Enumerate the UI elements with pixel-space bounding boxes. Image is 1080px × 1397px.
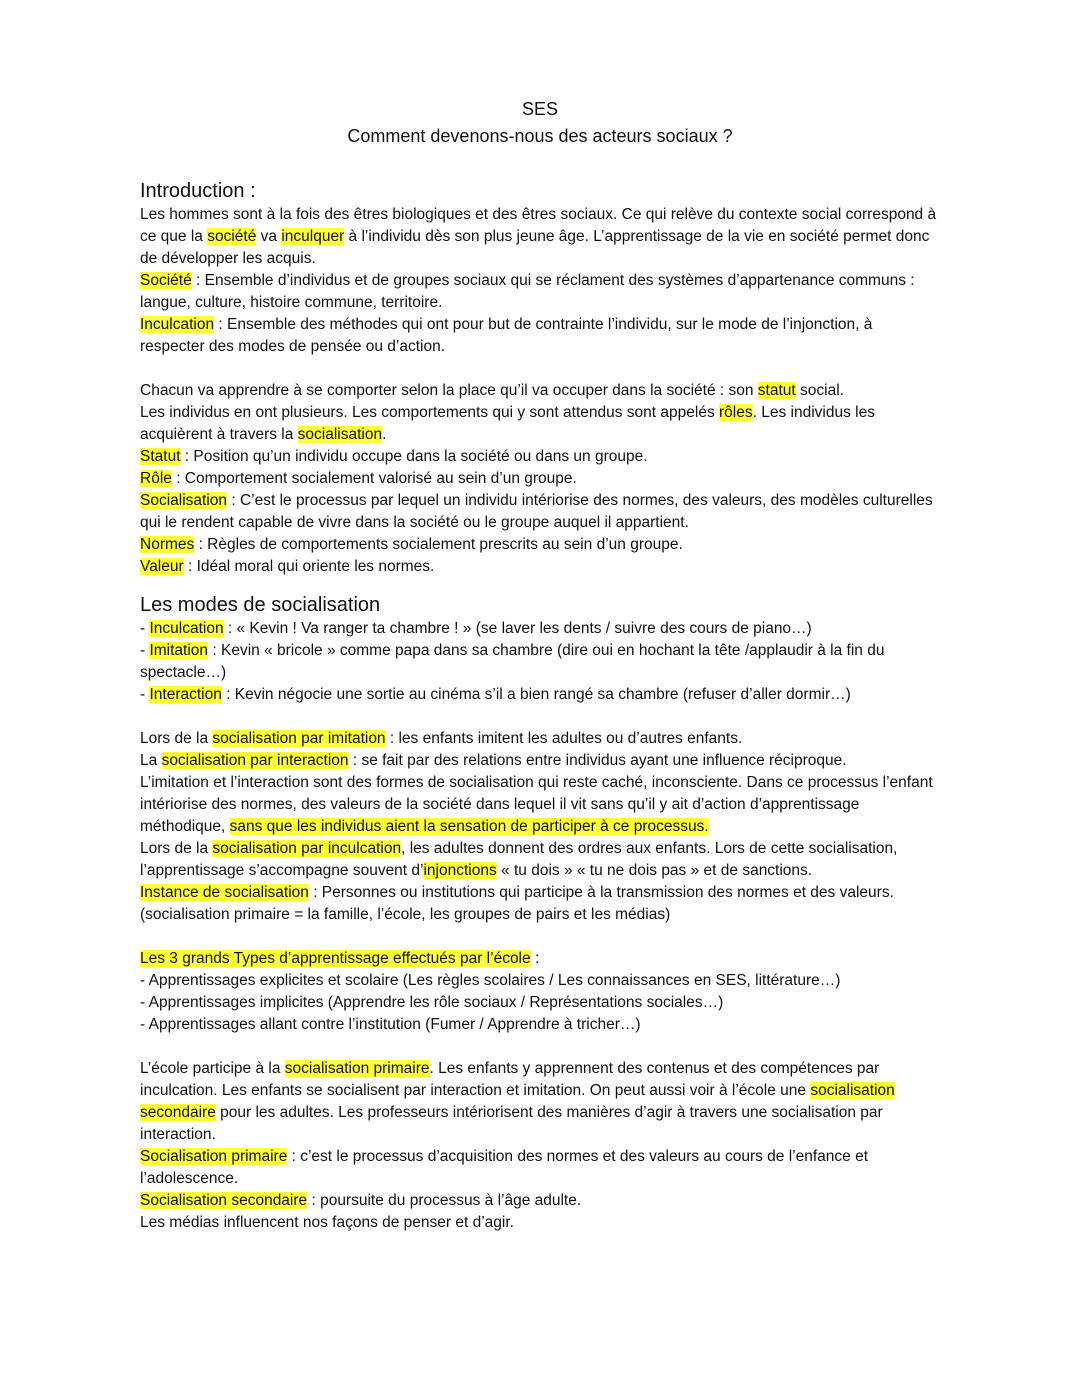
statut-paragraph: [140, 380, 940, 402]
text-run: pour les adultes. Les professeurs intériorisent des manières d’agir à travers une socialisation par interaction.: [140, 1104, 883, 1143]
mode-inculcation: [140, 618, 940, 640]
text-run: : Règles de comportements socialement prescrits au sein d’un groupe.: [194, 536, 683, 553]
definition-role: [140, 468, 940, 490]
definition-primary: [140, 1146, 940, 1190]
highlighted-term: socialisation par interaction: [161, 752, 349, 769]
text-run: . Les enfants y apprennent des contenus et des compétences par inculcation. Les enfants se socialisent par interaction et imitation. On peut aussi voir à l’école une: [140, 1060, 880, 1099]
definition-secondary: [140, 1190, 940, 1212]
school-socialisation-paragraph: [140, 1058, 940, 1146]
mode-imitation: [140, 640, 940, 684]
highlighted-term: société: [207, 228, 257, 245]
text-run: : Idéal moral qui oriente les normes.: [183, 558, 435, 575]
highlighted-term: socialisation par inculcation: [212, 840, 402, 857]
text-run: : Ensemble d’individus et de groupes sociaux qui se réclament des systèmes d’appartenance communs : langue, culture, histoire commune, territoire.: [140, 272, 915, 311]
highlighted-term: Inculcation: [140, 316, 215, 333]
subject-title: SES: [521, 99, 559, 119]
definition-inculcation: [140, 314, 940, 358]
text-run: La: [140, 752, 162, 769]
text-run: : les enfants imitent les adultes ou d’autres enfants.: [385, 730, 743, 747]
highlighted-term: statut: [757, 382, 796, 399]
text-run: Chacun va apprendre à se comporter selon la place qu’il va occuper dans la société : son: [140, 382, 758, 399]
text-run: -: [140, 686, 150, 703]
text-run: va: [256, 228, 282, 245]
imitation-paragraph: [140, 728, 940, 750]
highlighted-term: Rôle: [140, 470, 172, 487]
highlighted-term: Inculcation: [149, 620, 224, 637]
highlighted-term: Interaction: [149, 686, 222, 703]
definition-valeur: [140, 556, 940, 578]
highlighted-term: rôles: [719, 404, 753, 421]
text-run: : Ensemble des méthodes qui ont pour but de contrainte l’individu, sur le mode de l’injonction, à respecter des modes de pensée ou d’action.: [140, 316, 873, 355]
interaction-paragraph: [140, 750, 940, 772]
text-run: « tu dois » « tu ne dois pas » et de sanctions.: [496, 862, 813, 879]
definition-societe: [140, 270, 940, 314]
school-type-implicit: [140, 992, 940, 1014]
text-run: Les médias influencent nos façons de penser et d’agir.: [140, 1214, 514, 1231]
roles-paragraph: [140, 402, 940, 446]
text-run: Les hommes sont à la fois des êtres biologiques et des êtres sociaux. Ce qui relève du contexte social correspond à ce que la: [140, 206, 937, 245]
instance-paragraph: [140, 882, 940, 926]
section-heading-modes: Les modes de socialisation: [140, 594, 381, 616]
text-run: : Comportement socialement valorisé au sein d’un groupe.: [171, 470, 577, 487]
intro-paragraph: [140, 204, 940, 270]
text-run: à l’individu dès son plus jeune âge. L’apprentissage de la vie en société permet donc de développer les acquis.: [140, 228, 930, 267]
highlighted-term: Les 3 grands Types d’apprentissage effectués par l’école: [140, 950, 531, 967]
section-heading-introduction: Introduction :: [140, 180, 256, 202]
text-run: social.: [795, 382, 844, 399]
highlighted-term: Imitation: [149, 642, 209, 659]
text-run: : poursuite du processus à l’âge adulte.: [307, 1192, 582, 1209]
definition-normes: [140, 534, 940, 556]
text-run: : C’est le processus par lequel un individu intériorise des normes, des valeurs, des modèles culturelles qui le rendent capable de vivre dans la société ou le groupe auquel il appartient.: [140, 492, 933, 531]
text-run: : Kevin « bricole » comme papa dans sa chambre (dire oui en hochant la tête /applaudir à la fin du spectacle…): [140, 642, 885, 681]
text-run: , les adultes donnent des ordres aux enfants. Lors de cette socialisation, l’apprentissage s’accompagne souvent d’: [140, 840, 898, 879]
text-run: - Apprentissages implicites (Apprendre les rôle sociaux / Représentations sociales…): [140, 994, 724, 1011]
highlighted-term: socialisation par imitation: [212, 730, 386, 747]
highlighted-term: Socialisation: [140, 492, 228, 509]
text-run: . Les individus les acquièrent à travers la: [140, 404, 875, 443]
hidden-socialisation-paragraph: [140, 772, 940, 838]
document-title: Comment devenons-nous des acteurs sociaux ?: [347, 126, 733, 146]
highlighted-term: sans que les individus aient la sensation de participer à ce processus.: [229, 818, 709, 835]
highlighted-term: injonctions: [423, 862, 497, 879]
highlighted-term: socialisation primaire: [284, 1060, 430, 1077]
text-run: -: [140, 642, 150, 659]
text-run: L’imitation et l’interaction sont des formes de socialisation qui reste caché, inconsciente. Dans ce processus l’enfant intériorise des normes, des valeurs de la société dans lequel il vit sans qu’il y ait d’action d’apprentissage méthodique,: [140, 774, 933, 835]
text-run: :: [530, 950, 540, 967]
text-run: - Apprentissages allant contre l’institution (Fumer / Apprendre à tricher…): [140, 1016, 641, 1033]
highlighted-term: Valeur: [140, 558, 184, 575]
text-run: : « Kevin ! Va ranger ta chambre ! » (se laver les dents / suivre des cours de piano…): [223, 620, 812, 637]
highlighted-term: inculquer: [281, 228, 345, 245]
mode-interaction: [140, 684, 940, 706]
media-paragraph: [140, 1212, 940, 1234]
highlighted-term: Socialisation primaire: [140, 1148, 288, 1165]
highlighted-term: Normes: [140, 536, 195, 553]
text-run: : Personnes ou institutions qui participe à la transmission des normes et des valeurs. (socialisation primaire = la famille, l’école, les groupes de pairs et les médias): [140, 884, 894, 923]
highlighted-term: Statut: [140, 448, 181, 465]
highlighted-term: Société: [140, 272, 192, 289]
text-run: : Position qu’un individu occupe dans la société ou dans un groupe.: [180, 448, 648, 465]
text-run: L’école participe à la: [140, 1060, 285, 1077]
text-run: : Kevin négocie une sortie au cinéma s’il a bien rangé sa chambre (refuser d’aller dormir…): [221, 686, 851, 703]
text-run: Lors de la: [140, 840, 213, 857]
text-run: : c’est le processus d’acquisition des normes et des valeurs au cours de l’enfance et l’adolescence.: [140, 1148, 869, 1187]
text-run: -: [140, 620, 150, 637]
school-type-explicit: [140, 970, 940, 992]
text-run: Lors de la: [140, 730, 213, 747]
highlighted-term: Socialisation secondaire: [140, 1192, 308, 1209]
highlighted-term: socialisation: [297, 426, 383, 443]
definition-socialisation: [140, 490, 940, 534]
highlighted-term: Instance de socialisation: [140, 884, 309, 901]
school-types-heading: [140, 948, 940, 970]
document-page: [140, 96, 940, 1234]
text-run: .: [382, 426, 387, 443]
highlighted-term: socialisation secondaire: [140, 1082, 895, 1121]
text-run: Les individus en ont plusieurs. Les comportements qui y sont attendus sont appelés: [140, 404, 720, 421]
inculcation-paragraph: [140, 838, 940, 882]
title-block: [140, 96, 940, 150]
definition-statut: [140, 446, 940, 468]
text-run: - Apprentissages explicites et scolaire (Les règles scolaires / Les connaissances en SES, littérature…): [140, 972, 841, 989]
text-run: : se fait par des relations entre individus ayant une influence réciproque.: [348, 752, 847, 769]
school-type-against: [140, 1014, 940, 1036]
